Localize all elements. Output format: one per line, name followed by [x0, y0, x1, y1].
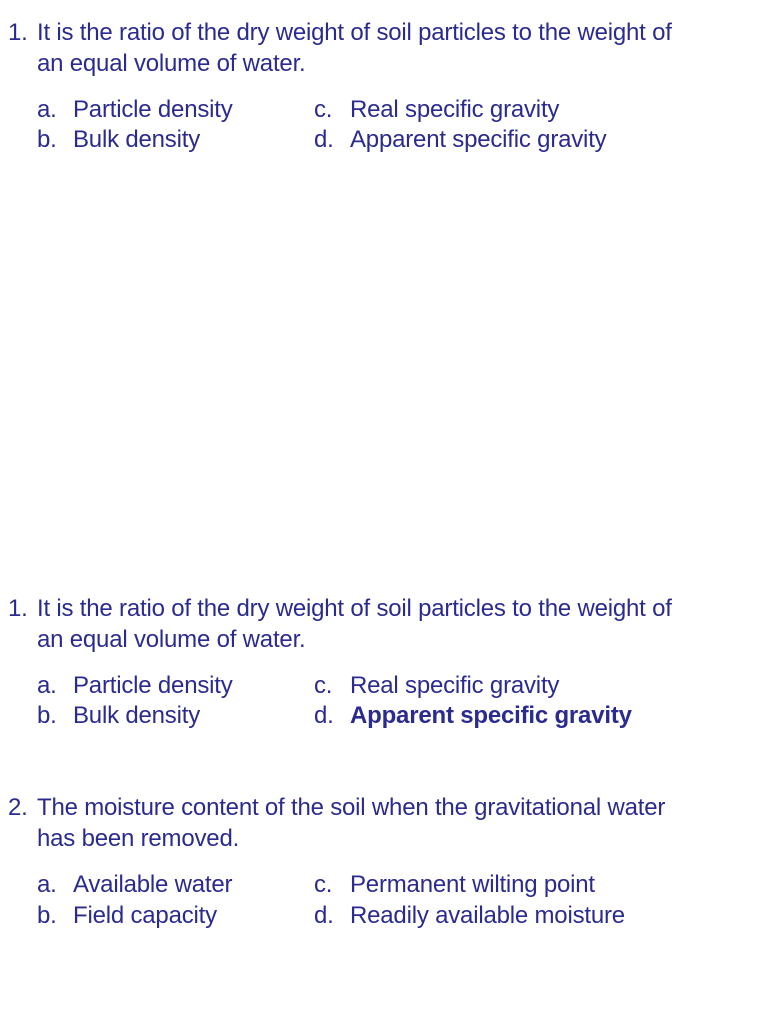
option-letter: b.: [37, 126, 57, 153]
option-text: Apparent specific gravity: [350, 702, 632, 729]
option-letter: b.: [37, 902, 57, 929]
option-letter: c.: [314, 871, 333, 898]
option-text: Particle density: [73, 672, 233, 699]
option-text: Real specific gravity: [350, 96, 560, 123]
option-letter: a.: [37, 871, 57, 898]
option-text: Particle density: [73, 96, 233, 123]
option-letter: a.: [37, 96, 57, 123]
option-letter: c.: [314, 672, 333, 699]
option-text: Field capacity: [73, 902, 217, 929]
question-text: It is the ratio of the dry weight of soil particles to the weight of: [37, 19, 672, 46]
question-number: 1.: [8, 595, 28, 622]
question-text-continued: an equal volume of water.: [37, 50, 306, 77]
option-text: Permanent wilting point: [350, 871, 595, 898]
option-letter: a.: [37, 672, 57, 699]
question-number: 1.: [8, 19, 28, 46]
option-text: Bulk density: [73, 702, 200, 729]
option-letter: b.: [37, 702, 57, 729]
question-text-continued: has been removed.: [37, 825, 240, 852]
option-text: Apparent specific gravity: [350, 126, 607, 153]
question-text-continued: an equal volume of water.: [37, 626, 306, 653]
option-text: Available water: [73, 871, 233, 898]
question-text: It is the ratio of the dry weight of soil particles to the weight of: [37, 595, 672, 622]
option-letter: d.: [314, 902, 334, 929]
option-text: Readily available moisture: [350, 902, 625, 929]
option-text: Bulk density: [73, 126, 200, 153]
question-text: The moisture content of the soil when the gravitational water: [37, 794, 666, 821]
option-letter: c.: [314, 96, 333, 123]
question-number: 2.: [8, 794, 28, 821]
option-text: Real specific gravity: [350, 672, 560, 699]
option-letter: d.: [314, 702, 334, 729]
option-letter: d.: [314, 126, 334, 153]
